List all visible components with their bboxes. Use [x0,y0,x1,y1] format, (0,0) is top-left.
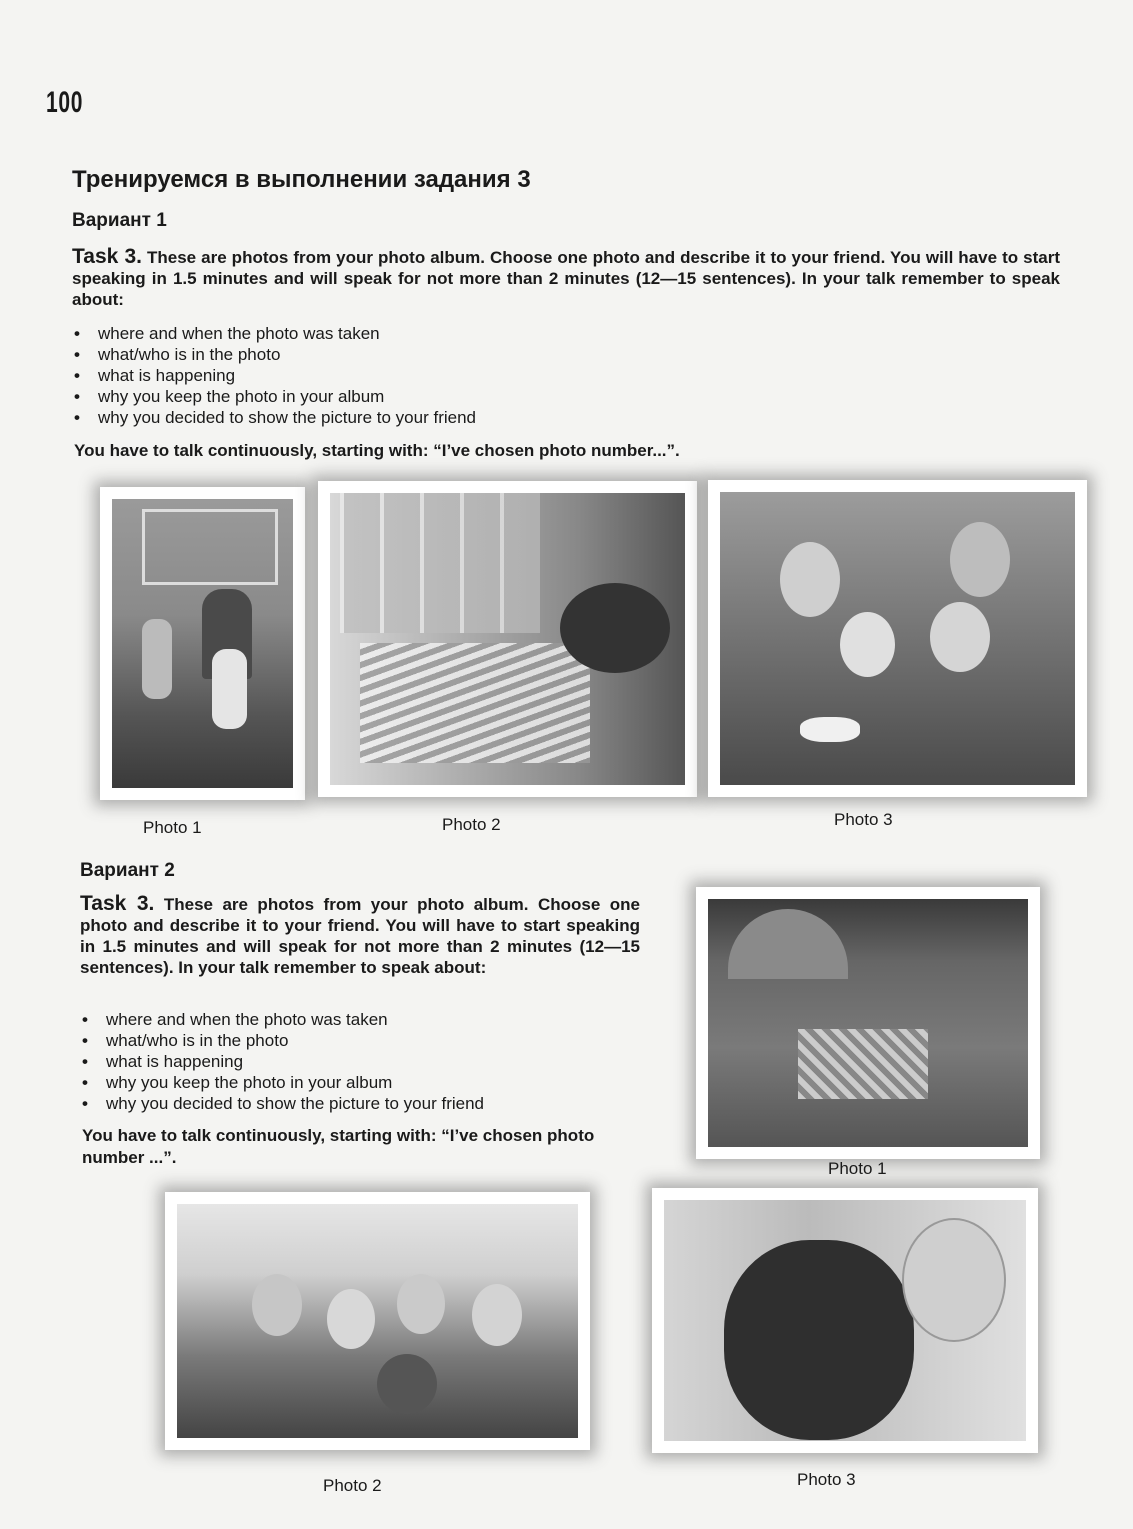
variant1-photo-2 [318,481,697,797]
variant1-task [72,246,1060,310]
list-item: • why you decided to show the picture to your friend [72,407,476,428]
variant1-closing: You have to talk continuously, starting with: “I’ve chosen photo number...”. [74,441,680,460]
list-item: • where and when the photo was taken [72,323,476,344]
photo-caption: Photo 1 [828,1159,887,1178]
photo-caption: Photo 3 [797,1470,856,1489]
variant1-photo-1 [100,487,305,800]
photo-caption: Photo 3 [834,810,893,829]
list-item: • why you keep the photo in your album [80,1072,484,1093]
variant2-bullets [80,1009,484,1114]
task-text: These are photos from your photo album. Choose one photo and describe it to your friend. You will have to start speaking in 1.5 minutes and will speak for not more than 2 minutes (12—15 sentences). In your talk remember to speak about: [72,248,1060,309]
list-item: • what/who is in the photo [80,1030,484,1051]
photo-caption: Photo 2 [442,815,501,834]
task-text: These are photos from your photo album. Choose one photo and describe it to your friend. You will have to start speaking in 1.5 minutes and will speak for not more than 2 minutes (12—15 sentences). In your talk remember to speak about: [80,895,640,977]
list-item: • where and when the photo was taken [80,1009,484,1030]
variant2-photo-3 [652,1188,1038,1453]
section-heading: Тренируемся в выполнении задания 3 [72,166,531,193]
list-item: • what is happening [72,365,476,386]
task-label: Task 3. [80,892,155,915]
variant1-photo-3 [708,480,1087,797]
page-number: 100 [46,86,84,119]
variant1-title: Вариант 1 [72,210,167,231]
photo-caption: Photo 1 [143,818,202,837]
variant1-bullets [72,323,476,428]
list-item: • what/who is in the photo [72,344,476,365]
list-item: • what is happening [80,1051,484,1072]
variant2-task [80,893,640,978]
photo-caption: Photo 2 [323,1476,382,1495]
list-item: • why you keep the photo in your album [72,386,476,407]
task-label: Task 3. [72,245,142,268]
list-item: • why you decided to show the picture to your friend [80,1093,484,1114]
variant2-photo-1 [696,887,1040,1159]
variant2-closing: You have to talk continuously, starting with: “I’ve chosen photo number ...”. [82,1126,595,1167]
variant2-title: Вариант 2 [80,860,175,881]
variant2-photo-2 [165,1192,590,1450]
